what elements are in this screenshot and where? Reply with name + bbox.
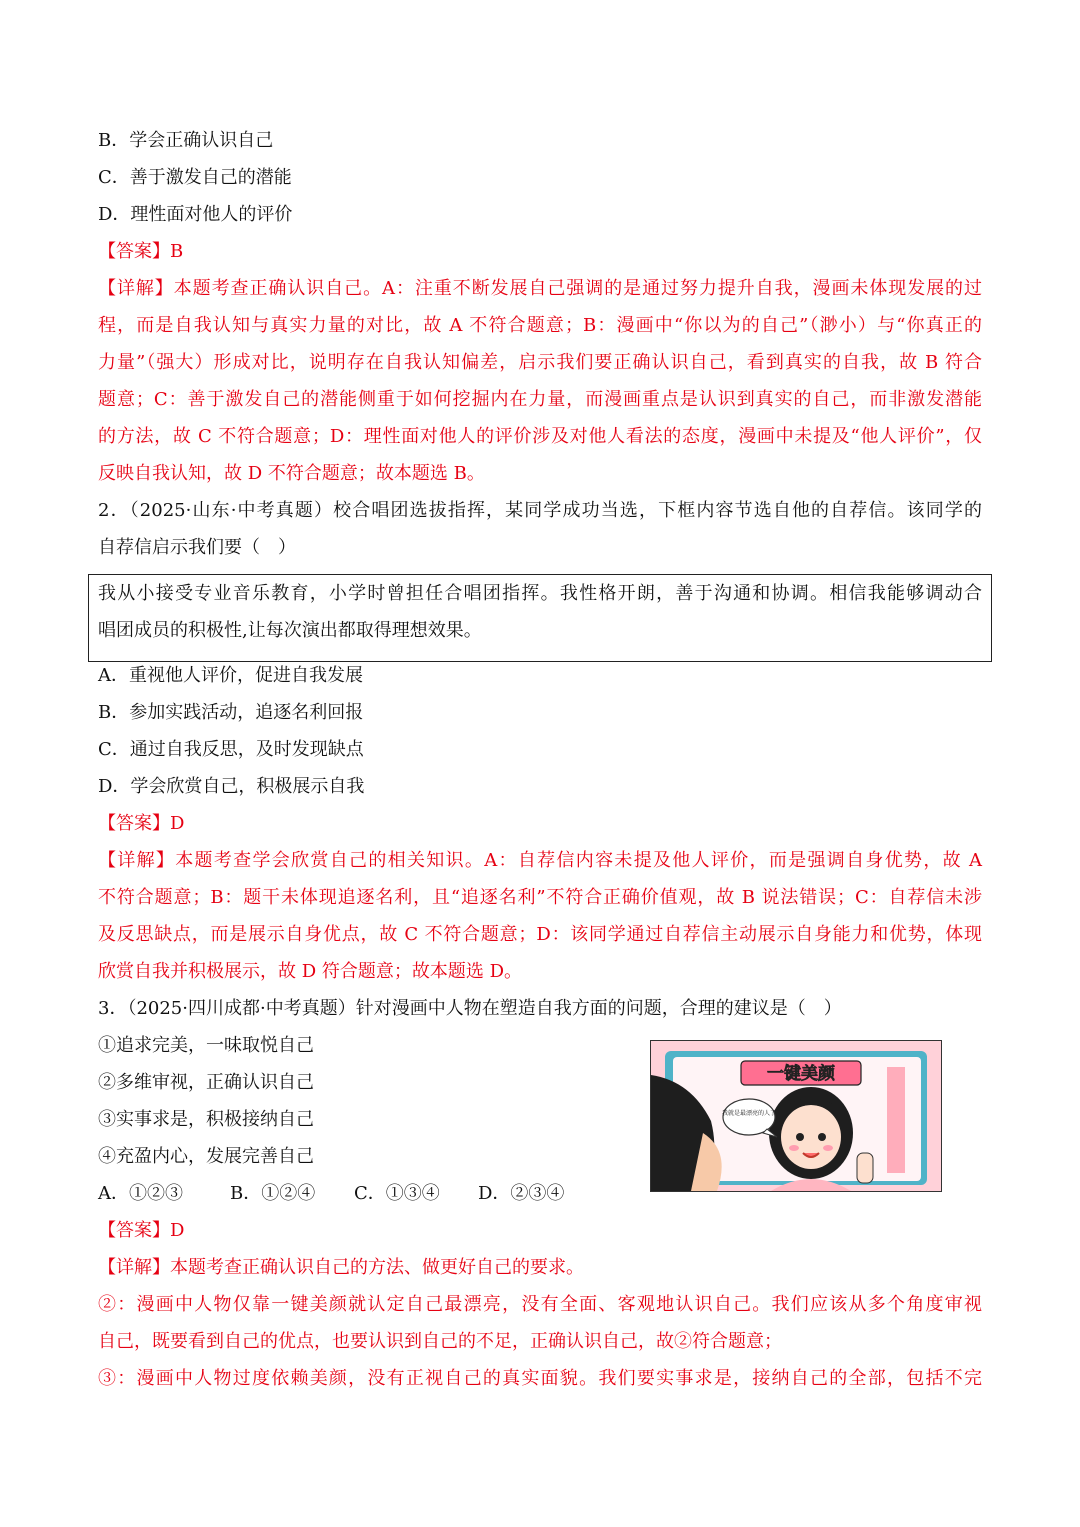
explanation-line: 题意；C：善于激发自己的潜能侧重于如何挖掘内在力量，而漫画重点是认识到真实的自己，而非激发潜能	[98, 389, 982, 410]
explanation-line: 自己，既要看到自己的优点，也要认识到自己的不足，正确认识自己，故②符合题意；	[98, 1331, 782, 1352]
option-a: A．重视他人评价，促进自我发展	[98, 665, 363, 686]
bubble-text: 我就是最漂亮的人了	[721, 1110, 777, 1117]
statement-item: ①追求完美，一味取悦自己	[98, 1035, 314, 1056]
statement-item: ③实事求是，积极接纳自己	[98, 1109, 314, 1130]
choice-c: C．①③④	[354, 1183, 440, 1204]
answer-label: 【答案】B	[98, 241, 184, 262]
option-c: C．善于激发自己的潜能	[98, 167, 292, 188]
banner-text: 一键美颜	[767, 1064, 835, 1084]
statement-item: ②多维审视，正确认识自己	[98, 1072, 314, 1093]
explanation-line: 欣赏自我并积极展示，故 D 符合题意；故本题选 D。	[98, 961, 523, 982]
option-b: B．参加实践活动，追逐名利回报	[98, 702, 364, 723]
explanation-line: 【详解】本题考查正确认识自己。A：注重不断发展自己强调的是通过努力提升自我，漫画未体现发展的过	[98, 278, 982, 299]
question-stem: 3．（2025·四川成都·中考真题）针对漫画中人物在塑造自我方面的问题，合理的建议是（ ）	[98, 998, 842, 1019]
explanation-line: 程，而是自我认知与真实力量的对比，故 A 不符合题意；B：漫画中“你以为的自己”（渺小）与“你真正的	[98, 315, 982, 336]
option-d: D．学会欣赏自己，积极展示自我	[98, 776, 365, 797]
quote-line: 我从小接受专业音乐教育，小学时曾担任合唱团指挥。我性格开朗，善于沟通和协调。相信我能够调动合	[98, 583, 982, 604]
explanation-intro: 【详解】本题考查正确认识自己的方法、做更好自己的要求。	[98, 1257, 584, 1278]
question-stem: 2．（2025·山东·中考真题）校合唱团选拔指挥，某同学成功当选，下框内容节选自他的自荐信。该同学的	[98, 500, 982, 521]
option-b: B．学会正确认识自己	[98, 130, 274, 151]
quote-line: 唱团成员的积极性,让每次演出都取得理想效果。	[98, 620, 482, 641]
option-d: D．理性面对他人的评价	[98, 204, 293, 225]
choice-b: B．①②④	[230, 1183, 316, 1204]
explanation-line: ②：漫画中人物仅靠一键美颜就认定自己最漂亮，没有全面、客观地认识自己。我们应该从多个角度审视	[98, 1294, 982, 1315]
explanation-line: 【详解】本题考查学会欣赏自己的相关知识。A：自荐信内容未提及他人评价，而是强调自身优势，故 A	[98, 850, 982, 871]
choice-a: A．①②③	[98, 1183, 183, 1204]
option-c: C．通过自我反思，及时发现缺点	[98, 739, 364, 760]
explanation-line: 的方法，故 C 不符合题意；D：理性面对他人的评价涉及对他人看法的态度，漫画中未提及“他人评价”，仅	[98, 426, 982, 447]
explanation-line: 反映自我认知，故 D 不符合题意；故本题选 B。	[98, 463, 485, 484]
explanation-line: 及反思缺点，而是展示自身优点，故 C 不符合题意；D：该同学通过自荐信主动展示自身能力和优势，体现	[98, 924, 982, 945]
cartoon-image	[650, 1040, 942, 1192]
choice-d: D．②③④	[478, 1183, 565, 1204]
explanation-line: 不符合题意；B：题干未体现追逐名利，且“追逐名利”不符合正确价值观，故 B 说法错误；C：自荐信未涉	[98, 887, 982, 908]
mirror-cartoon	[651, 1041, 941, 1191]
question-stem: 自荐信启示我们要（ ）	[98, 537, 296, 558]
statement-item: ④充盈内心，发展完善自己	[98, 1146, 314, 1167]
explanation-line: ③：漫画中人物过度依赖美颜，没有正视自己的真实面貌。我们要实事求是，接纳自己的全部，包括不完	[98, 1368, 982, 1389]
explanation-line: 力量”（强大）形成对比，说明存在自我认知偏差，启示我们要正确认识自己，看到真实的自我，故 B 符合	[98, 352, 982, 373]
answer-label: 【答案】D	[98, 813, 185, 834]
answer-label: 【答案】D	[98, 1220, 185, 1241]
